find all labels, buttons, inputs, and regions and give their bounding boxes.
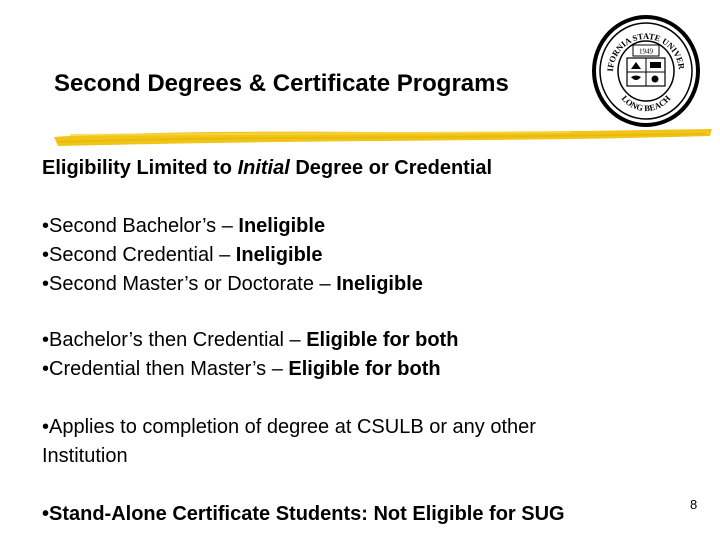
seal-top-text: IFORNIA STATE UNIVER: [604, 30, 687, 72]
slide-title: Second Degrees & Certificate Programs: [54, 70, 509, 97]
item-text: •Second Master’s or Doctorate –: [42, 273, 337, 295]
list-item: [42, 241, 423, 270]
subtitle-emphasis: Initial: [237, 157, 290, 179]
item-text: •Credential then Master’s –: [42, 358, 289, 380]
status-text: Ineligible: [336, 273, 423, 295]
status-text: Eligible for both: [306, 329, 459, 351]
subtitle: [42, 154, 492, 183]
list-item: [42, 326, 458, 355]
list-item: [42, 270, 423, 299]
seal-year: 1949: [639, 47, 653, 56]
item-text: •Second Bachelor’s –: [42, 215, 239, 237]
eligible-list: [42, 326, 458, 384]
seal-bottom-text: LONG BEACH: [619, 93, 673, 114]
status-text: Ineligible: [235, 244, 323, 266]
applies-note: [42, 413, 536, 471]
status-text: Ineligible: [238, 215, 326, 237]
item-text: •Second Credential –: [42, 244, 236, 266]
page-number: 8: [690, 497, 698, 512]
list-item: [42, 355, 458, 384]
item-text: •Bachelor’s then Credential –: [42, 329, 307, 351]
subtitle-end: Degree or Credential: [289, 157, 493, 179]
status-text: Eligible for both: [288, 358, 441, 380]
university-seal-icon: [591, 14, 701, 128]
certificate-note: •Stand-Alone Certificate Students: Not Eligible for SUG: [42, 503, 565, 525]
list-item: [42, 212, 423, 241]
note-line: •Applies to completion of degree at CSULB or any other: [42, 416, 536, 438]
note-line: Institution: [42, 445, 128, 467]
subtitle-start: Eligibility Limited to: [42, 157, 238, 179]
ineligible-list: [42, 212, 423, 299]
